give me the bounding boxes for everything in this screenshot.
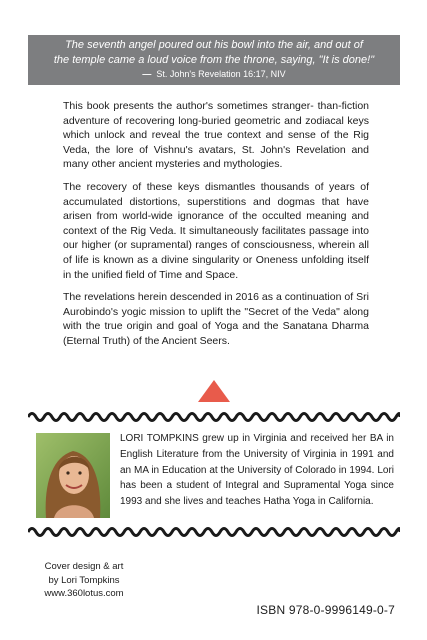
credit-line-1: Cover design & art [44,561,124,572]
author-photo [36,433,110,518]
description-paragraph: This book presents the author's sometimes stranger- than-fiction adventure of recovering long-buried geometric and zodiacal keys which unlock and reveal the true context and sense of the Rig Veda, the lore of Vishnu's avatars, St. John's Revelation and many other ancient mysteries and mythologies. [63,100,369,171]
epigraph-dash: — [142,69,152,79]
epigraph-citation [28,68,400,80]
epigraph-text-line-2: the temple came a loud voice from the throne, saying, "It is done!" [53,53,375,66]
epigraph-citation-text: St. John's Revelation 16:17, NIV [156,69,286,79]
credit-website: www.360lotus.com [44,588,124,599]
book-description [63,99,369,357]
cover-credit [32,560,136,601]
author-bio: LORI TOMPKINS grew up in Virginia and received her BA in English Literature from the University of Virginia in 1991 and an MA in Education at the University of Colorado in 1994. Lori has been a student of Integral and Supramental Yoga since 1993 and she lives and teaches Hatha Yoga in California. [120,433,394,508]
isbn-number: ISBN 978-0-9996149-0-7 [256,603,395,617]
triangle-ornament [198,380,230,402]
wave-divider-bottom [28,525,400,539]
epigraph-banner [28,35,400,85]
epigraph-text-line-1: The seventh angel poured out his bowl into the air, and out of [65,39,363,51]
credit-line-2: by Lori Tompkins [48,574,120,586]
description-paragraph: The recovery of these keys dismantles thousands of years of accumulated distortions, superstitions and dogmas that have arisen from world-wide ignorance of the occulted meaning and context of the Rig Veda. It simultaneously facilitates passage into our higher (or supramental) ranges of consciousness, wherein all of life is known as a divine singularity or Oneness unfolding itself in the unified field of Time and Space. [63,180,369,281]
wave-divider-top [28,410,400,424]
description-paragraph: The revelations herein descended in 2016 as a continuation of Sri Aurobindo's yogic mission to uplift the "Secret of the Veda" along with the true origin and goal of Yoga and the Sanatana Dharma (Eternal Truth) of the Ancient Seers. [63,291,369,347]
